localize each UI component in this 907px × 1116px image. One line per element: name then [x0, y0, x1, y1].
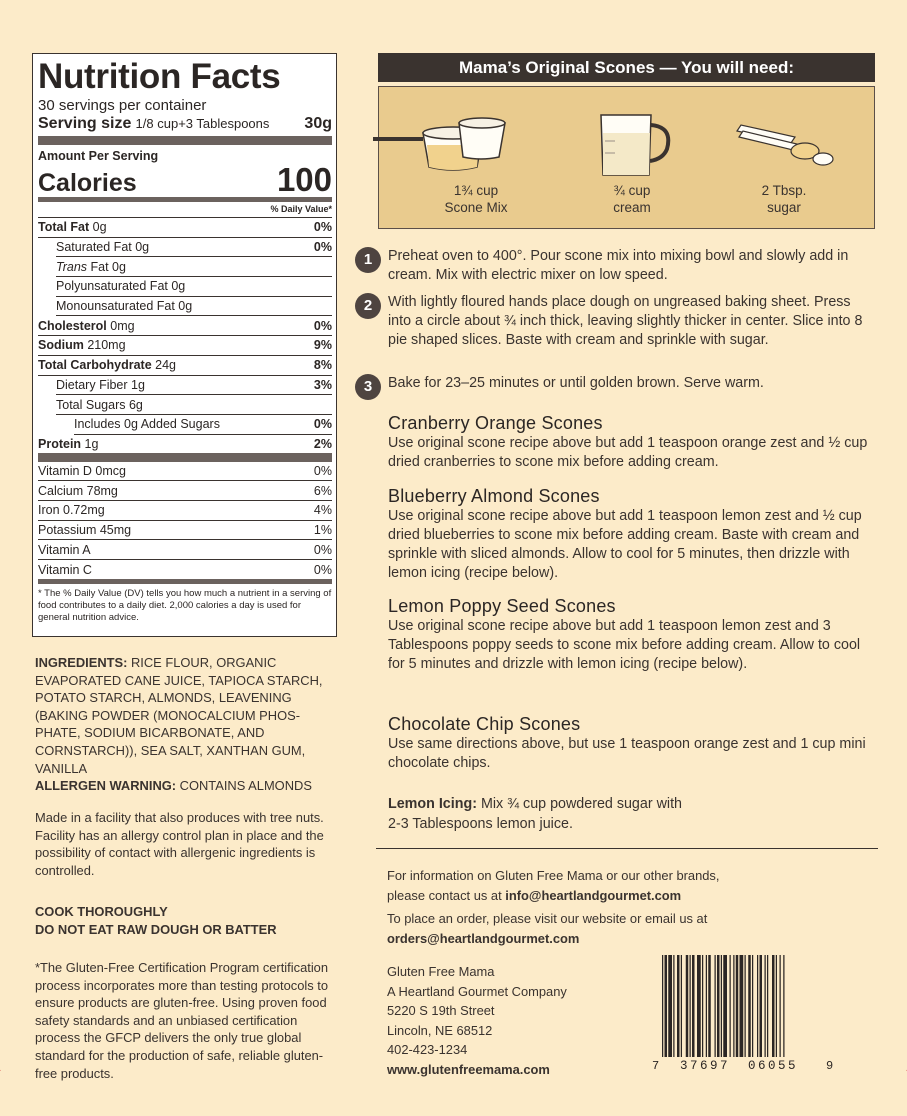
ingredients-label: INGREDIENTS: [35, 655, 128, 670]
vitamin-name: Vitamin D 0mcg [38, 463, 126, 478]
cook-warning [35, 903, 340, 938]
nutrient-amount: Total Sugars 6g [56, 397, 143, 412]
ingredient-cream [577, 182, 687, 216]
step-number: 3 [355, 374, 381, 400]
allergen-label: ALLERGEN WARNING: [35, 778, 177, 794]
nutrient-percent: 3% [313, 377, 332, 392]
variation-title: Blueberry Almond Scones [388, 486, 600, 506]
nutrient-amount: Fat 0g [87, 259, 126, 274]
vitamin-row [38, 560, 332, 584]
calories-value: 100 [276, 161, 332, 198]
vitamin-name: Vitamin A [38, 542, 91, 557]
recipe-step [355, 247, 870, 285]
address-line: Lincoln, NE 68512 [387, 1022, 493, 1038]
variation-title: Cranberry Orange Scones [388, 413, 603, 433]
cook-warning-line: DO NOT EAT RAW DOUGH OR BATTER [35, 921, 277, 937]
website-link[interactable]: www.glutenfreemama.com [387, 1061, 550, 1077]
icing-text: Mix ¾ cup powdered sugar with [476, 796, 682, 812]
contact-line: please contact us at [387, 887, 506, 903]
vitamin-percent: 1% [313, 522, 332, 537]
ingredient-amount: 1¾ cup [453, 183, 499, 198]
step-text: With lightly floured hands place dough on ungreased baking sheet. Press into a circle about ¾ inch thick, leaving slightly thicker in center. Slice into 8 pie shaped slices. Baste with cream and sprinkle with sugar. [388, 294, 863, 348]
serving-size-row [38, 115, 332, 145]
icing-text: 2-3 Tablespoons lemon juice. [388, 816, 573, 832]
vitamin-row [38, 540, 332, 560]
nutrient-row [38, 218, 332, 238]
nutrient-row [56, 297, 332, 317]
nutrition-title: Nutrition Facts [38, 57, 281, 96]
vitamin-row [38, 501, 332, 521]
nutrient-percent: 0% [313, 220, 332, 235]
variation-text: Use original scone recipe above but add 1 teaspoon orange zest and ½ cup dried cranberries to scone mix before adding cream. [388, 435, 868, 470]
order-line: To place an order, please visit our website or email us at [387, 911, 708, 926]
vitamin-row [38, 462, 332, 482]
order-info [387, 909, 707, 948]
nutrient-amount: 0g [89, 220, 107, 235]
vitamin-name: Potassium 45mg [38, 522, 132, 537]
daily-value-footnote: * The % Daily Value (DV) tells you how much a nutrient in a serving of food contributes to a daily diet. 2,000 calories a day is used for general nutrition advice. [38, 588, 332, 623]
amount-per-serving: Amount Per Serving [38, 149, 159, 163]
address-line: Gluten Free Mama [387, 964, 495, 979]
nutrient-amount: Saturated Fat 0g [56, 240, 150, 255]
nutrient-amount: 210mg [83, 338, 126, 353]
variation-title: Lemon Poppy Seed Scones [388, 596, 616, 616]
allergen-text: CONTAINS ALMONDS [176, 778, 312, 794]
nutrient-row [56, 257, 332, 277]
ingredient-name: Scone Mix [444, 200, 508, 215]
calories-label: Calories [38, 169, 137, 197]
ingredient-name: cream [613, 200, 651, 215]
nutrient-percent: 0% [313, 240, 332, 255]
measuring-jug-illustration [593, 109, 679, 181]
info-email-link[interactable]: info@heartlandgourmet.com [505, 887, 682, 903]
barcode-digit: 9 [826, 1059, 834, 1073]
measuring-spoons-illustration [731, 117, 841, 173]
nutrient-amount: 1g [81, 436, 99, 451]
nutrient-row [56, 277, 332, 297]
variation-text: Use same directions above, but use 1 teaspoon orange zest and 1 cup mini chocolate chips. [388, 736, 866, 771]
step-text: Bake for 23–25 minutes or until golden brown. Serve warm. [388, 375, 764, 391]
nutrient-row [56, 376, 332, 396]
address-line: A Heartland Gourmet Company [387, 983, 567, 999]
company-address [387, 962, 567, 1080]
serving-size-label: Serving size [38, 115, 132, 132]
nutrient-amount: Polyunsaturated Fat 0g [56, 279, 186, 294]
ingredient-amount: ¾ cup [613, 183, 651, 198]
nutrient-amount: Dietary Fiber 1g [56, 377, 145, 392]
nutrient-percent: 0% [313, 417, 332, 432]
variation-blueberry-almond [388, 485, 878, 583]
nutrient-amount: 24g [151, 358, 177, 373]
vitamin-row [38, 481, 332, 501]
nutrient-percent: 8% [313, 358, 332, 373]
daily-value-header: % Daily Value* [38, 202, 332, 218]
orders-email-link[interactable]: orders@heartlandgourmet.com [387, 930, 580, 946]
lemon-icing [388, 794, 878, 834]
nutrient-percent: 2% [313, 436, 332, 451]
recipe-step [355, 374, 870, 393]
nutrient-row [56, 238, 332, 258]
nutrient-name: Protein [38, 436, 82, 451]
measuring-cups-illustration [371, 97, 521, 183]
nutrient-name: Trans [56, 259, 88, 274]
recipe-step [355, 293, 870, 349]
nutrient-row [38, 336, 332, 356]
recipe-header: Mama’s Original Scones — You will need: [378, 53, 875, 82]
step-number: 1 [355, 247, 381, 273]
cook-warning-line: COOK THOROUGHLY [35, 904, 168, 919]
nutrient-amount: Monounsaturated Fat 0g [56, 299, 193, 314]
vitamin-name: Iron 0.72mg [38, 503, 105, 518]
address-line: 402-423-1234 [387, 1042, 468, 1058]
serving-size-amount: 1/8 cup+3 Tablespoons [135, 116, 270, 131]
servings-per-container: 30 servings per container [38, 97, 207, 114]
nutrient-name: Total Carbohydrate [38, 358, 152, 373]
nutrition-facts-panel [32, 53, 337, 637]
vitamin-percent: 6% [313, 483, 332, 498]
variation-chocolate-chip [388, 713, 878, 773]
ingredient-scone-mix [421, 182, 531, 216]
step-text: Preheat oven to 400°. Pour scone mix into mixing bowl and slowly add in cream. Mix with electric mixer on low speed. [388, 248, 849, 283]
ingredient-sugar [729, 182, 839, 216]
ingredient-amount: 2 Tbsp. [761, 183, 807, 198]
ingredients-text: RICE FLOUR, ORGANIC EVAPORATED CANE JUICE, TAPIOCA STARCH, POTATO STARCH, ALMONDS, LEAVENING (BAKING POWDER (MONOCALCIUM PHOS-PHATE, SODIUM BICARBONATE, AND CORNSTARCH)), SEA SALT, XANTHAN GUM, VANILLA [35, 655, 323, 776]
nutrient-amount: 0mg [106, 318, 135, 333]
variation-text: Use original scone recipe above but add 1 teaspoon lemon zest and ½ cup dried blueberries to scone mix before adding cream. Baste with cream and sprinkle with sliced almonds. Allow to cool for 5 minutes, then drizzle with lemon icing (recipe below). [388, 508, 862, 581]
nutrient-row [74, 415, 332, 435]
nutrient-name: Cholesterol [38, 318, 107, 333]
nutrient-row [38, 356, 332, 376]
corner-cut-mark [0, 1070, 28, 1116]
contact-info [387, 866, 719, 905]
barcode-digit: 06055 [748, 1059, 799, 1073]
corner-cut-mark [879, 1070, 907, 1116]
variation-lemon-poppy-seed [388, 595, 878, 674]
variation-text: Use original scone recipe above but add 1 teaspoon lemon zest and 3 Tablespoons poppy seeds to scone mix before adding cream. Allow to cool for 5 minutes and drizzle with lemon icing (recipe below). [388, 618, 861, 672]
gfcp-statement: *The Gluten-Free Certification Program certification process incorporates more than testing protocols to ensure products are gluten-free. Using proven food safety standards and an unbiased certification process the GFCP delivers the only true global standard for the production of safe, reliable gluten-free products. [35, 960, 329, 1081]
nutrient-name: Total Fat [38, 220, 90, 235]
vitamin-percent: 0% [313, 463, 332, 478]
facility-statement: Made in a facility that also produces with tree nuts. Facility has an allergy control plan in place and the possibility of contact with allergenic ingredients is controlled. [35, 810, 324, 878]
nutrient-row [38, 435, 332, 462]
nutrient-row [38, 316, 332, 336]
vitamin-name: Calcium 78mg [38, 483, 118, 498]
ingredients-block [35, 654, 340, 795]
variation-title: Chocolate Chip Scones [388, 714, 581, 734]
nutrient-percent: 0% [313, 318, 332, 333]
vitamin-percent: 0% [313, 562, 332, 577]
barcode-digit: 37697 [680, 1059, 731, 1073]
nutrient-name: Sodium [38, 338, 84, 353]
calories-row [38, 163, 332, 202]
contact-line: For information on Gluten Free Mama or our other brands, [387, 868, 720, 883]
vitamin-name: Vitamin C [38, 562, 92, 577]
nutrient-row [56, 395, 332, 415]
upc-barcode [650, 955, 835, 1073]
serving-size-grams: 30g [304, 115, 332, 132]
vitamin-percent: 4% [313, 503, 332, 518]
vitamin-row [38, 521, 332, 541]
section-divider [376, 848, 878, 849]
ingredient-name: sugar [767, 200, 801, 215]
nutrient-percent: 9% [313, 338, 332, 353]
address-line: 5220 S 19th Street [387, 1003, 495, 1019]
variation-cranberry-orange [388, 412, 878, 472]
step-number: 2 [355, 293, 381, 319]
vitamin-percent: 0% [313, 542, 332, 557]
icing-label: Lemon Icing: [388, 796, 477, 812]
barcode-digit: 7 [652, 1059, 660, 1073]
nutrient-amount: Includes 0g Added Sugars [74, 417, 220, 432]
